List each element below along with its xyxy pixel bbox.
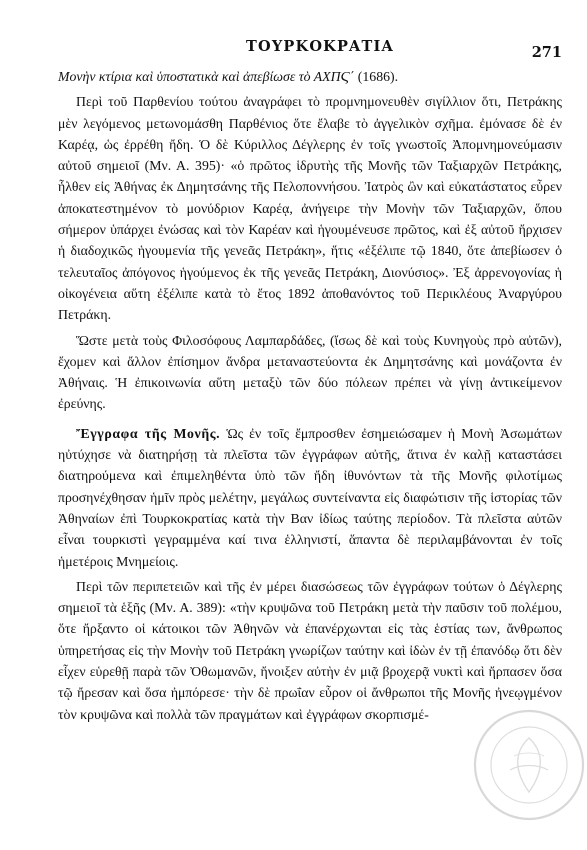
paragraph-2	[58, 91, 562, 325]
running-title: ΤΟΥΡΚΟΚΡΑΤΙΑ	[246, 38, 394, 55]
section-heading: Ἔγγραφα τῆς Μονῆς.	[76, 425, 221, 441]
paragraph-5	[58, 576, 562, 725]
library-stamp-seal	[472, 708, 586, 822]
paragraph-5-text: Περὶ τῶν περιπετειῶν καὶ τῆς ἐν μέρει διασώσεως τῶν ἐγγράφων τούτων ὁ Δέγλερης σημειοῖ τὰ ἑξῆς (Μν. Α. 389): «τὴν κρυψῶνα τοῦ Πετράκη μετὰ τὴν παῦσιν τοῦ πολέμου, ὅτε ἤρξαντο οἱ κάτοικοι τῶν Ἀθηνῶν νὰ ἐπανέρχωνται εἰς τὰς ἑστίας των, ἄνθρωπος ὑπηρετήσας εἰς τὴν Μονὴν τοῦ Πετράκη γνωρίζων ταύτην καὶ ἰδὼν ἐν τῇ ἐπανόδῳ ὅτι δὲν εἶχεν εὑρεθῇ παρὰ τῶν Ὀθωμανῶν, ἤνοιξεν αὐτὴν ἐν μιᾷ βροχερᾷ νυκτὶ καὶ ἤρπασεν ὅσα τῷ ἤρεσαν καὶ ὅσα ἠμπόρεσε· τὴν δὲ πρωΐαν εὗρον οἱ ἄνθρωποι τῆς Μονῆς ἠνεῳγμένον τὸν κρυψῶνα καὶ πολλὰ τῶν πραγμάτων καὶ ἐγγράφων σκορπισμέ-	[58, 578, 562, 722]
paragraph-3-text: Ὥστε μετὰ τοὺς Φιλοσόφους Λαμπαρδάδες, (ἴσως δὲ καὶ τοὺς Κυνηγοὺς πρὸ αὐτῶν), ἔχομεν καὶ ἄλλον ἐπίσημον ἄνδρα μεταναστεύοντα ἐκ Δημητσάνης καὶ μονάζοντα ἐν Ἀθήναις. Ἡ ἐπικοινωνία αὕτη μεταξὺ τῶν δύο πόλεων πρέπει νὰ γίνῃ ἀντικείμενον ἐρεύνης.	[58, 332, 562, 412]
paragraph-4-text: Ὡς ἐν τοῖς ἔμπροσθεν ἐσημειώσαμεν ἡ Μονὴ Ἀσωμάτων ηὐτύχησε νὰ διατηρήσῃ τὰ πλεῖστα τῶν ἐγγράφων αὐτῆς, ἅτινα ἐν καλῇ καταστάσει διατηρούμενα καὶ ἐπιμεληθέντα ὑπὸ τῶν ἤδη ἰθυνόντων τὰ τῆς Μονῆς φιλοτίμως προσηνέχθησαν ἡμῖν πρὸς μελέτην, μεγάλως συντείναντα εἰς διαφώτισιν τῆς ἱστορίας τῶν Ἀθηναίων ἐπὶ Τουρκοκρατίας κατὰ τὴν Βαν ἰδίως ταύτης περίοδον. Τὰ πλεῖστα αὐτῶν εἶναι τουρκιστὶ γεγραμμένα καί τινα ἑλληνιστί, ἅπαντα δὲ περιλαμβάνονται ἐν τοῖς ἡμετέροις Μνημείοις.	[58, 425, 562, 569]
paragraph-2-text: Περὶ τοῦ Παρθενίου τούτου ἀναγράφει τὸ προμνημονευθὲν σιγίλλιον ὅτι, Πετράκης μὲν λεγόμενος μετωνομάσθη Παρθένιος ὅτε ἔλαβε τὸ ἀγγελικὸν σχῆμα. ἐμόνασε δὲ ἐν Καρέᾳ, ὡς ἐρρέθη ἤδη. Ὁ δὲ Κύριλλος Δέγλερης ἐν τοῖς γνωστοῖς Ἀπομνημονεύμασιν αὐτοῦ σημειοῖ (Μν. Α. 395)· «ὁ πρῶτος ἱδρυτὴς τῆς Μονῆς τῶν Ταξιαρχῶν Πετράκης, ἦλθεν εἰς Ἀθήνας ἐκ Δημητσάνης τῆς Πελοποννήσου. Ἰατρὸς ὢν καὶ εὐκατάστατος εὗρεν ἀποκατεστημένον τὸ μονύδριον Καρέᾳ, ἀνήγειρε τὴν Μονὴν τῶν Ταξιαρχῶν, ὅπου σήμερον ὑπάρχει ἐνώσας καὶ τὸν Καρέαν καὶ ἡγουμένευσε πρῶτος, καὶ ἐξ αὐτοῦ ἤρχισεν ἡ διαδοχικῶς ἡγουμενία τῆς γενεᾶς Πετράκη», ἥτις «ἐξέλιπε τῷ 1840, ὅτε ἀπεβίωσεν ὁ τελευταῖος ἀπόγονος ἡγούμενος ἐκ τῆς γενεᾶς Πετράκη, Διονύσιος». Ἐξ ἀρρενογονίας ἡ οἰκογένεια αὕτη ἐξέλιπε κατὰ τὸ ἔτος 1892 ἀποθανόντος τοῦ Περικλέους Ἀναργύρου Πετράκη.	[58, 94, 562, 323]
page-number: 271	[531, 44, 562, 61]
paragraph-3	[58, 330, 562, 415]
paragraph-1	[58, 66, 562, 87]
paragraph-1-italic-lead: Μονὴν κτίρια καὶ ὑποστατικὰ καὶ ἀπεβίωσε τὸ ΑΧΠϚ΄	[58, 69, 355, 84]
page-body	[58, 66, 562, 729]
page-header	[60, 38, 580, 61]
paragraph-1-text: (1686).	[354, 69, 399, 84]
paragraph-4	[58, 423, 562, 572]
